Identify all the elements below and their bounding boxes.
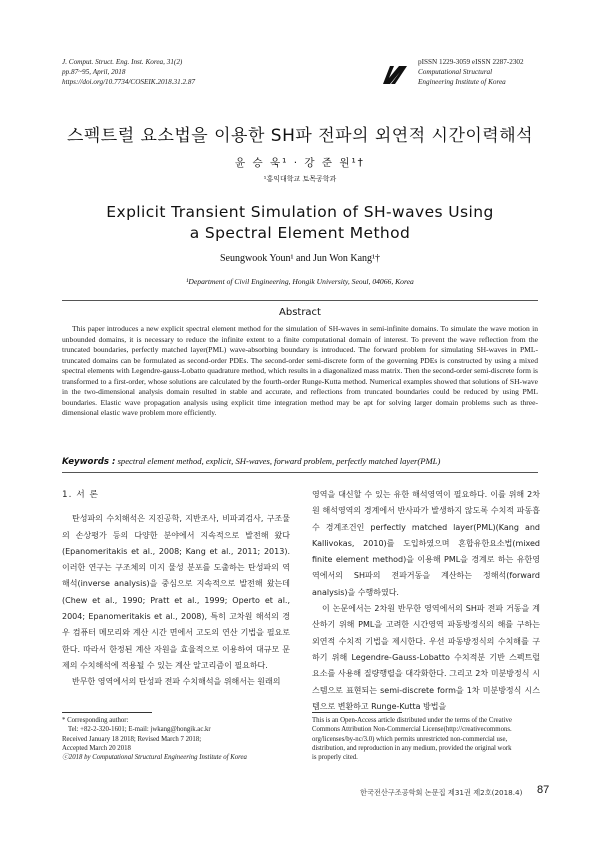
footnote-line: Tel: +82-2-320-1601; E-mail: jwkang@hongik.ac.kr: [68, 726, 211, 734]
abstract-heading: Abstract: [279, 307, 321, 318]
doi-link[interactable]: https://doi.org/10.7734/COSEIK.2018.31.2.87: [62, 78, 196, 86]
footnote-rule-left: [62, 712, 152, 713]
right-column: [312, 487, 540, 715]
english-title: [0, 202, 600, 244]
english-affiliation: ¹Department of Civil Engineering, Hongik University, Seoul, 04066, Korea: [186, 277, 414, 286]
footnote-line: org/licenses/by-nc/3.0) which permits unrestricted non-commercial use,: [312, 735, 508, 743]
footnote-line: distribution, and reproduction in any medium, provided the original work: [312, 744, 512, 752]
society-name-line1: Computational Structural: [418, 68, 493, 76]
left-column: [62, 487, 290, 691]
journal-footer: 한국전산구조공학회 논문집 제31권 제2호(2018.4): [360, 788, 523, 797]
footnote-line: Received January 18 2018; Revised March 7 2018;: [62, 735, 202, 743]
korean-affiliation: ¹홍익대학교 토목공학과: [263, 175, 337, 183]
society-name-line2: Engineering Institute of Korea: [418, 78, 506, 86]
license-footnote: [312, 716, 540, 762]
footnote-line: * Corresponding author:: [62, 717, 129, 724]
keywords-text: spectral element method, explicit, SH-waves, forward problem, perfectly matched layer(PML): [117, 456, 441, 466]
footnote-line: ⓒ2018 by Computational Structural Engineering Institute of Korea: [62, 754, 247, 762]
page-number: 87: [537, 784, 550, 796]
abstract-text: This paper introduces a new explicit spectral element method for the simulation of SH-waves in semi-infinite domains. To simulate the wave motion in unbounded domains, it is necessary to reduce the infinite extent to a finite computational domain of interest. To prevent the wave reflection from the truncated boundaries, perfectly matched layer(PML) wave-absorbing boundary is introduced. The forward problem for simulating SH-waves in PML-truncated domains can be formulated as second-order PDEs. The second-order semi-discrete form of the governing PDEs is constructed by using a mixed spectral elements with Legendre-gauss-Lobatto quadrature method, which results in a diagonalized mass matrix. Then the second-order semi-discrete form is transformed to a first-order, whose solutions are calculated by the fourth-order Runge-Kutta method. Numerical examples showed that solutions of SH-wave in the two-dimensional analysis domain resulted in stable and accurate, and reflections from truncated boundaries could be reduced by using PML boundaries. Elastic wave propagation analysis using explicit time integration method may be apt for solving larger domain problems such as three-dimensional elastic wave problem more efficiently.: [62, 324, 538, 417]
paragraph: 탄성파의 수치해석은 지진공학, 지반조사, 비파괴검사, 구조물의 손상평가 등의 다양한 분야에서 지속적으로 발전해 왔다(Epanomeritakis et al., 2008; Kang et al., 2011; 2013). 이러한 연구는 구조체의 미지 물성 분포를 도출하는 탄성파의 역해석(inverse analysis)을 중심으로 지속적으로 발전해 왔는데(Chew et al., 1990; Pratt et al., 1999; Operto et al., 2004; Epanomeritakis et al., 2008), 특히 고차원 해석의 경우 컴퓨터 메모리와 계산 시간 면에서 고도의 연산 기법을 필요로 한다. 따라서 한정된 계산 자원을 효율적으로 이용하여 대규모 문제의 수치해석에 적용될 수 있는 계산 알고리즘이 필요하다.: [62, 514, 290, 670]
corresponding-author-footnote: [62, 716, 302, 762]
abstract-top-rule: [62, 300, 538, 301]
footnote-rule-right: [312, 712, 402, 713]
paragraph: 반무한 영역에서의 탄성파 전파 수치해석을 위해서는 원래의: [72, 677, 281, 687]
issn-line: pISSN 1229-3059 eISSN 2287-2302: [418, 58, 524, 66]
issn-block: [418, 57, 524, 87]
journal-citation: [62, 57, 195, 87]
korean-title: 스펙트럴 요소법을 이용한 SH파 전파의 외연적 시간이력해석: [66, 126, 534, 146]
journal-pages-line: pp.87~95, April, 2018: [62, 68, 126, 76]
left-column-body: [62, 511, 290, 690]
right-column-body: [312, 487, 540, 715]
footnote-line: is properly cited.: [312, 754, 358, 762]
korean-authors: 윤 승 욱¹ · 강 준 원¹†: [235, 157, 365, 169]
section-heading-introduction: 1. 서 론: [62, 490, 99, 500]
abstract-bottom-rule: [62, 472, 538, 473]
paragraph: 이 논문에서는 2차원 반무한 영역에서의 SH파 전파 거동을 계산하기 위해 PML을 고려한 시간영역 파동방정식의 해를 구하는 외연적 수치적 기법을 제시한다. 우선 파동방정식의 수치해를 구하기 위해 Legendre-Gauss-Lobatto 수치적분 기반 스펙트럴 요소를 사용해 질량행렬을 대각화한다. 그리고 2차 미분방정식 시스템으로 표현되는 semi-discrete form을 1차 미분방정식 시스템으로 변환하고 Runge-Kutta 방법을: [312, 604, 540, 711]
english-title-line1: Explicit Transient Simulation of SH-waves Using: [106, 203, 494, 221]
english-authors: Seungwook Youn¹ and Jun Won Kang¹†: [219, 253, 380, 264]
english-title-line2: a Spectral Element Method: [189, 224, 411, 242]
footnote-line: This is an Open-Access article distributed under the terms of the Creative: [312, 717, 512, 724]
society-logo-icon: [381, 64, 409, 86]
journal-citation-line: J. Comput. Struct. Eng. Inst. Korea, 31(2): [62, 58, 183, 66]
footnote-line: Commons Attribution Non-Commercial License(http://creativecommons.: [312, 726, 512, 734]
footnote-line: Accepted March 20 2018: [62, 744, 131, 752]
keywords-label: Keywords :: [62, 457, 116, 467]
keywords-line: [62, 456, 538, 467]
paragraph: 영역을 대신할 수 있는 유한 해석영역이 필요하다. 이를 위해 2차원 해석영역의 경계에서 반사파가 발생하지 않도록 수치적 파동흡수 경계조건인 perfectly matched layer(PML)(Kang and Kallivokas, 2010)를 도입하였으며 혼합유한요소법(mixed finite element method)을 이용해 PML을 경계로 하는 유한영역에서의 SH파의 전파거동을 계산하는 정해석(forward analysis)을 수행하였다.: [312, 490, 540, 597]
